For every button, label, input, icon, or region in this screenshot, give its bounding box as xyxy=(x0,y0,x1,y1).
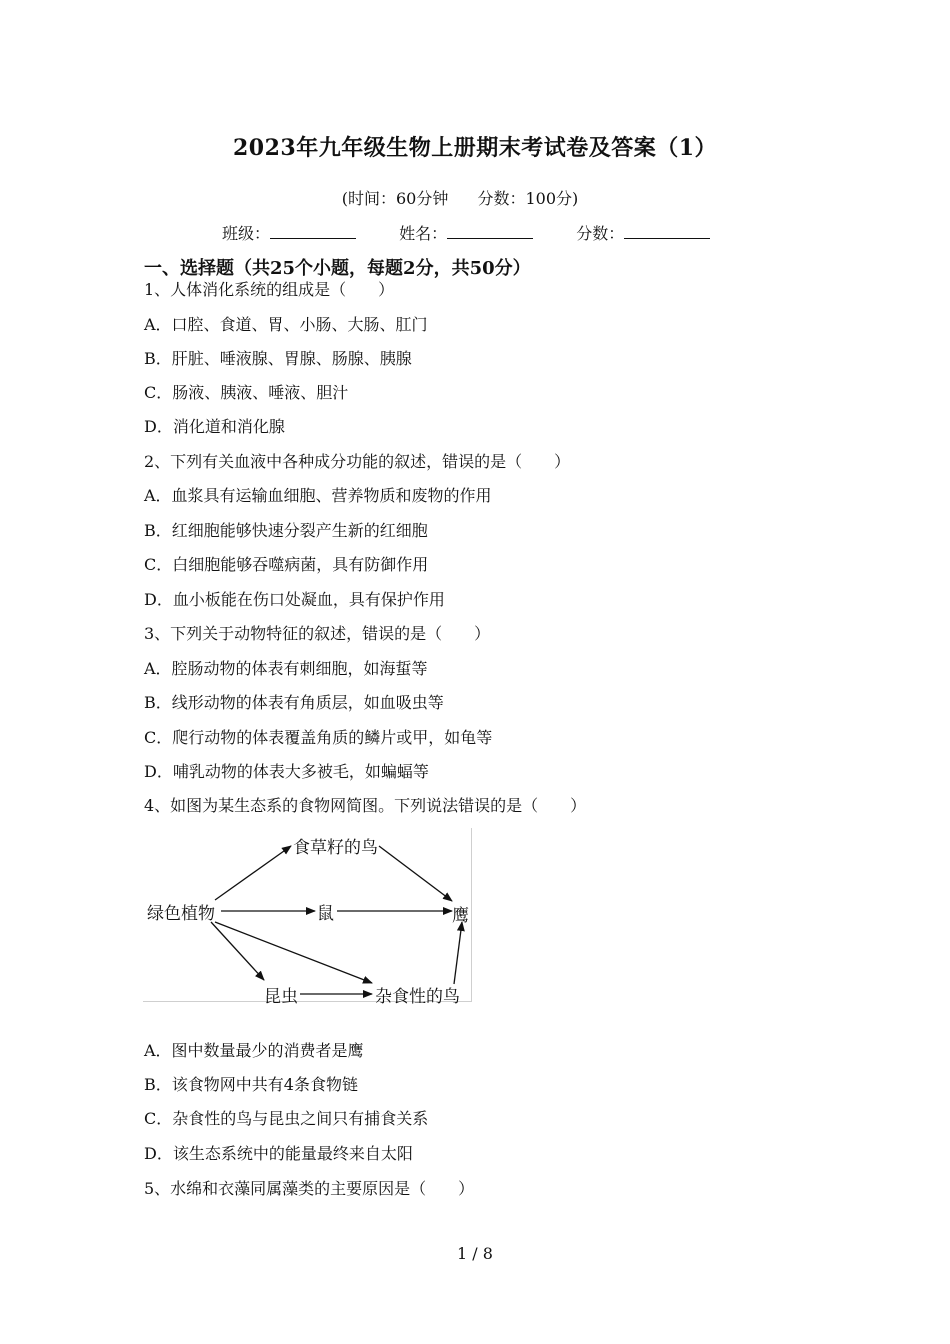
student-info-row xyxy=(222,221,748,244)
score-label: 分数： xyxy=(576,224,625,243)
option-c[interactable]: C．杂食性的鸟与昆虫之间只有捕食关系 xyxy=(144,1109,429,1128)
option-b[interactable]: B．红细胞能够快速分裂产生新的红细胞 xyxy=(144,521,428,540)
node-omnivorous-bird: 杂食性的鸟 xyxy=(375,987,460,1007)
class-label: 班级： xyxy=(222,224,271,243)
page-number: 1 / 8 xyxy=(457,1244,493,1263)
exam-total-score: 分数：100分) xyxy=(477,189,579,208)
question-stem: 3、下列关于动物特征的叙述，错误的是（ ） xyxy=(144,624,491,643)
option-d[interactable]: D．该生态系统中的能量最终来自太阳 xyxy=(144,1144,413,1163)
option-a[interactable]: A．口腔、食道、胃、小肠、大肠、肛门 xyxy=(144,315,428,334)
option-a[interactable]: A．血浆具有运输血细胞、营养物质和废物的作用 xyxy=(144,486,492,505)
question-stem: 1、人体消化系统的组成是（ ） xyxy=(144,280,395,299)
class-blank[interactable] xyxy=(270,224,356,239)
node-mouse: 鼠 xyxy=(317,904,334,924)
option-a[interactable]: A．图中数量最少的消费者是鹰 xyxy=(144,1041,364,1060)
question-stem: 4、如图为某生态系的食物网简图。下列说法错误的是（ ） xyxy=(144,796,587,815)
option-c[interactable]: C．白细胞能够吞噬病菌，具有防御作用 xyxy=(144,555,429,574)
class-field[interactable] xyxy=(222,221,356,244)
option-b[interactable]: B．肝脏、唾液腺、胃腺、肠腺、胰腺 xyxy=(144,349,412,368)
exam-meta xyxy=(0,186,920,209)
section-heading: 一、选择题（共25个小题，每题2分，共50分） xyxy=(144,258,531,279)
score-field[interactable] xyxy=(576,221,710,244)
node-green-plant: 绿色植物 xyxy=(147,904,215,924)
score-blank[interactable] xyxy=(624,224,710,239)
name-label: 姓名： xyxy=(399,224,448,243)
arrow-plant-to-seedbird xyxy=(215,846,291,900)
question-stem: 5、水绵和衣藻同属藻类的主要原因是（ ） xyxy=(144,1179,475,1198)
option-b[interactable]: B．该食物网中共有4条食物链 xyxy=(144,1075,358,1094)
node-insect: 昆虫 xyxy=(264,987,298,1007)
page-title: 2023年九年级生物上册期末考试卷及答案（1） xyxy=(232,135,718,161)
exam-time: (时间：60分钟 xyxy=(341,189,449,208)
option-d[interactable]: D．消化道和消化腺 xyxy=(144,417,285,436)
option-c[interactable]: C．爬行动物的体表覆盖角质的鳞片或甲，如龟等 xyxy=(144,728,493,747)
arrow-seedbird-to-eagle xyxy=(379,846,452,901)
question-stem: 2、下列有关血液中各种成分功能的叙述，错误的是（ ） xyxy=(144,452,571,471)
node-seed-eating-bird: 食草籽的鸟 xyxy=(293,838,378,858)
option-d[interactable]: D．哺乳动物的体表大多被毛，如蝙蝠等 xyxy=(144,762,429,781)
option-a[interactable]: A．腔肠动物的体表有刺细胞，如海蜇等 xyxy=(144,659,428,678)
option-c[interactable]: C．肠液、胰液、唾液、胆汁 xyxy=(144,383,349,402)
name-field[interactable] xyxy=(399,221,533,244)
food-web-diagram xyxy=(143,828,473,1007)
node-eagle: 鹰 xyxy=(452,906,469,926)
name-blank[interactable] xyxy=(447,224,533,239)
option-b[interactable]: B．线形动物的体表有角质层，如血吸虫等 xyxy=(144,693,444,712)
option-d[interactable]: D．血小板能在伤口处凝血，具有保护作用 xyxy=(144,590,445,609)
arrow-omnibird-to-eagle xyxy=(454,922,462,984)
